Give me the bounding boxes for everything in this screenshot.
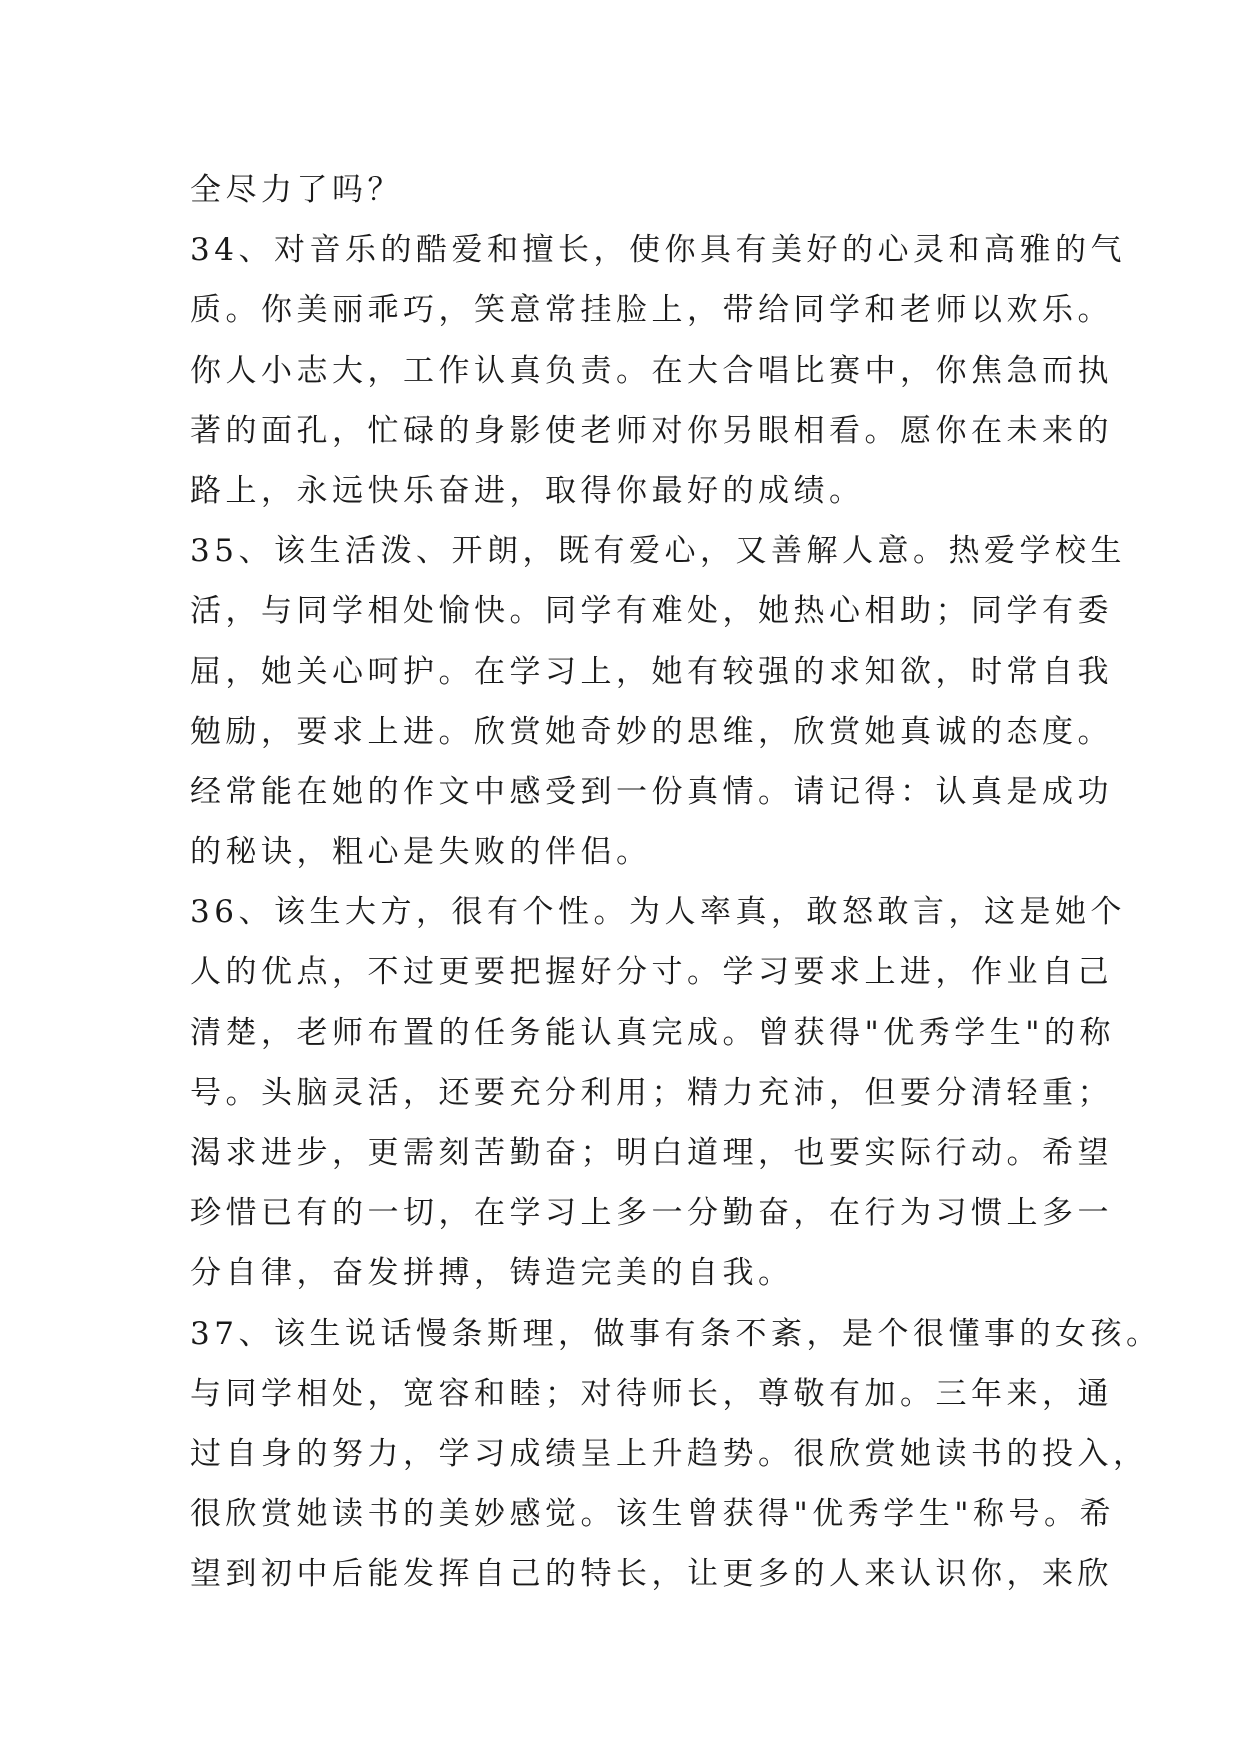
text-line: 活，与同学相处愉快。同学有难处，她热心相助；同学有委 bbox=[190, 593, 1113, 630]
text-line: 勉励，要求上进。欣赏她奇妙的思维，欣赏她真诚的态度。 bbox=[190, 713, 1113, 750]
text-line: 36、该生大方，很有个性。为人率真，敢怒敢言，这是她个 bbox=[190, 894, 1126, 931]
text-line: 屈，她关心呵护。在学习上，她有较强的求知欲，时常自我 bbox=[190, 653, 1113, 690]
text-line: 著的面孔，忙碌的身影使老师对你另眼相看。愿你在未来的 bbox=[190, 412, 1113, 449]
text-line: 很欣赏她读书的美妙感觉。该生曾获得"优秀学生"称号。希 bbox=[190, 1496, 1116, 1533]
text-line: 经常能在她的作文中感受到一份真情。请记得：认真是成功 bbox=[190, 773, 1113, 810]
text-line: 34、对音乐的酷爱和擅长，使你具有美好的心灵和高雅的气 bbox=[190, 232, 1126, 269]
comment-text-block bbox=[190, 160, 1162, 1605]
text-line: 37、该生说话慢条斯理，做事有条不紊，是个很懂事的女孩。 bbox=[190, 1315, 1162, 1352]
text-line: 质。你美丽乖巧，笑意常挂脸上，带给同学和老师以欢乐。 bbox=[190, 292, 1113, 329]
text-line: 望到初中后能发挥自己的特长，让更多的人来认识你，来欣 bbox=[190, 1556, 1113, 1593]
text-line: 分自律，奋发拼搏，铸造完美的自我。 bbox=[190, 1255, 794, 1292]
text-line: 路上，永远快乐奋进，取得你最好的成绩。 bbox=[190, 472, 865, 509]
text-line: 人的优点，不过更要把握好分寸。学习要求上进，作业自己 bbox=[190, 954, 1113, 991]
text-line: 的秘诀，粗心是失败的伴侣。 bbox=[190, 834, 652, 871]
text-line: 你人小志大，工作认真负责。在大合唱比赛中，你焦急而执 bbox=[190, 352, 1113, 389]
text-line: 珍惜已有的一切，在学习上多一分勤奋，在行为习惯上多一 bbox=[190, 1195, 1113, 1232]
text-line: 35、该生活泼、开朗，既有爱心，又善解人意。热爱学校生 bbox=[190, 533, 1126, 570]
text-line: 渴求进步，更需刻苦勤奋；明白道理，也要实际行动。希望 bbox=[190, 1135, 1113, 1171]
text-line: 全尽力了吗？ bbox=[190, 172, 403, 208]
text-line: 清楚，老师布置的任务能认真完成。曾获得"优秀学生"的称 bbox=[190, 1014, 1116, 1051]
text-line: 与同学相处，宽容和睦；对待师长，尊敬有加。三年来，通 bbox=[190, 1375, 1113, 1412]
text-line: 号。头脑灵活，还要充分利用；精力充沛，但要分清轻重； bbox=[190, 1074, 1113, 1111]
text-line: 过自身的努力，学习成绩呈上升趋势。很欣赏她读书的投入， bbox=[190, 1435, 1149, 1472]
